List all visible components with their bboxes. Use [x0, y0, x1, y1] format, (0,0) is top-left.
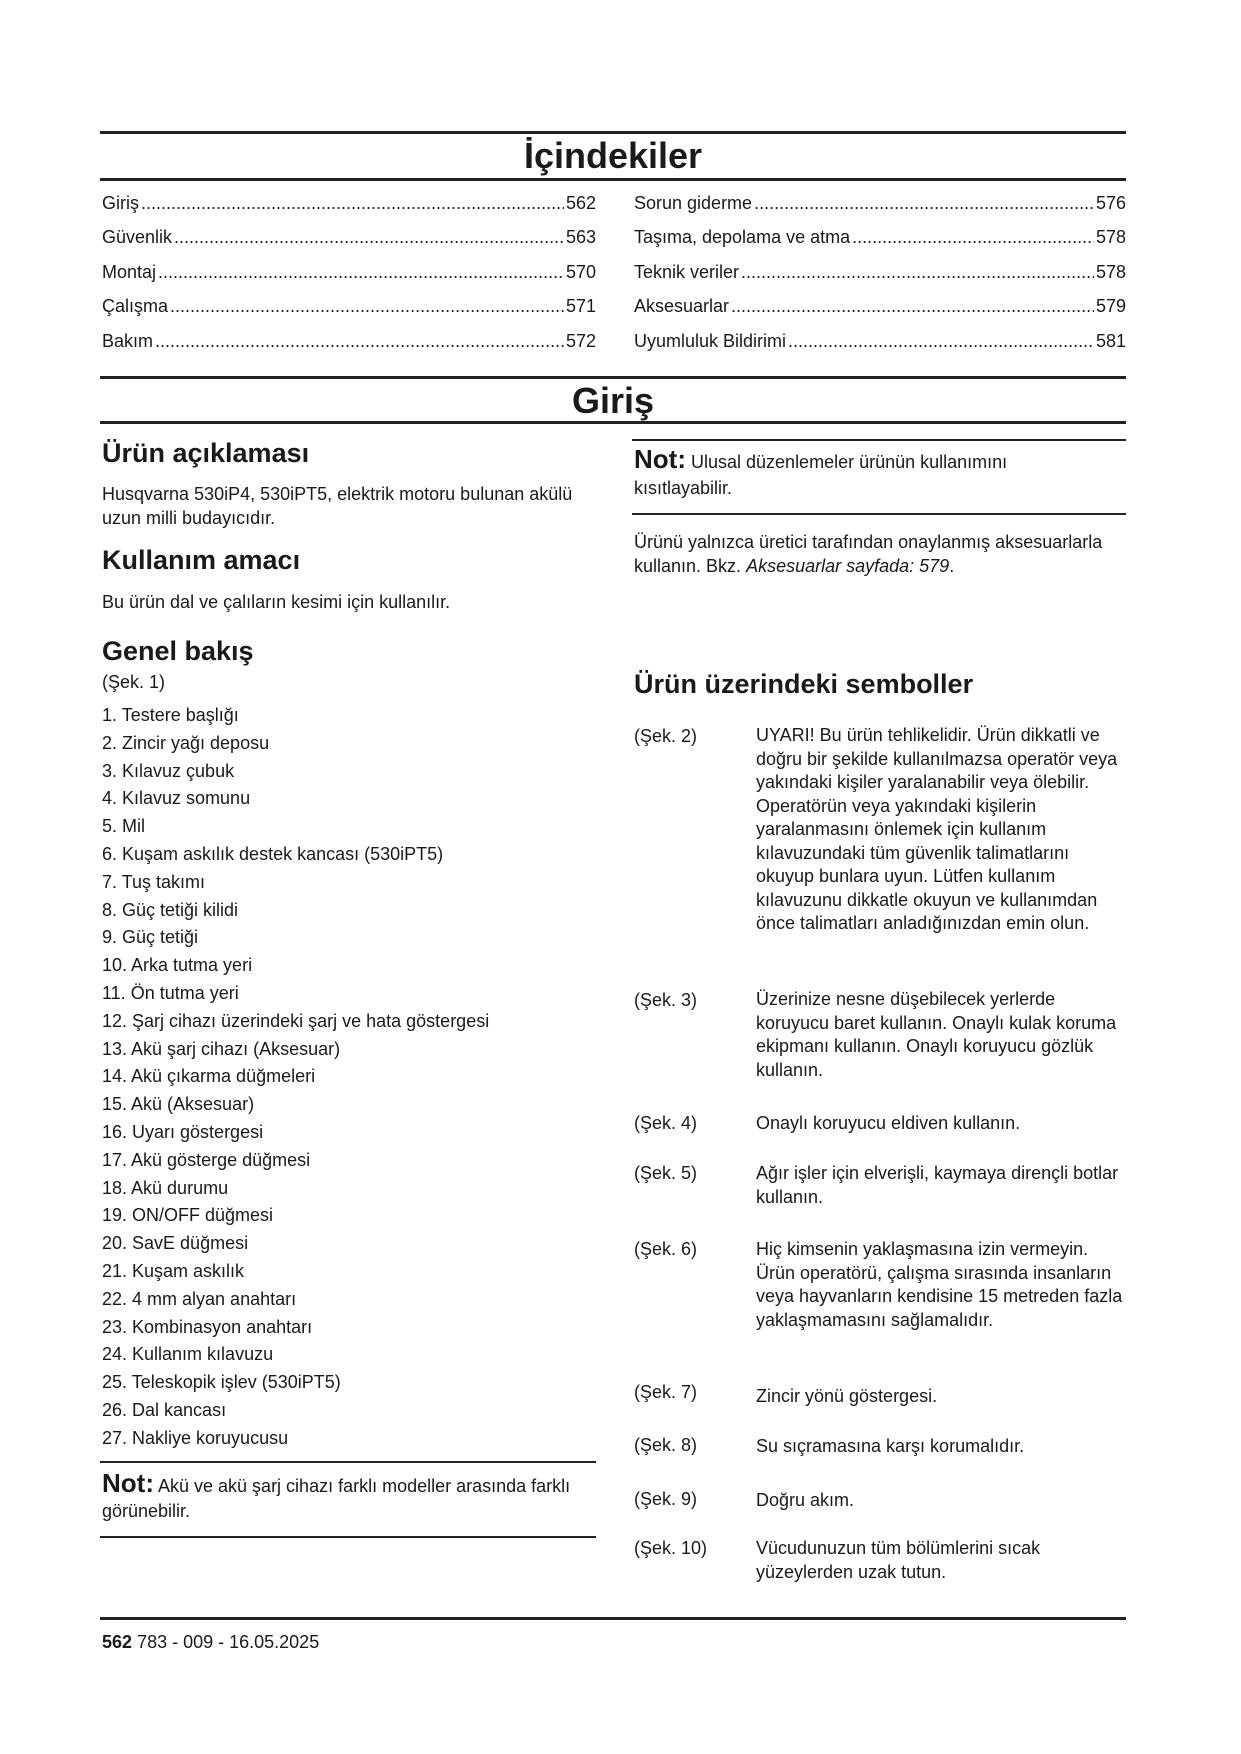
- list-item: 25. Teleskopik işlev (530iPT5): [102, 1372, 341, 1393]
- list-item: 27. Nakliye koruyucusu: [102, 1427, 289, 1448]
- symbol-text: Ağır işler için elverişli, kaymaya dirençli botlar kullanın.: [756, 1163, 1119, 1207]
- accessories-link[interactable]: Aksesuarlar sayfada: 579: [746, 556, 950, 576]
- symbol-text: Su sıçramasına karşı korumalıdır.: [756, 1436, 1025, 1456]
- list-item: 22. 4 mm alyan anahtarı: [102, 1288, 297, 1309]
- list-item: 20. SavE düğmesi: [102, 1233, 249, 1254]
- symbol-ref: (Şek. 9): [634, 1489, 698, 1509]
- footer: [102, 1632, 319, 1653]
- list-item: 26. Dal kancası: [102, 1399, 227, 1420]
- overview-note-bottom-rule: [100, 1536, 596, 1538]
- list-item: 17. Akü gösterge düğmesi: [102, 1149, 311, 1170]
- symbol-text: Üzerinize nesne düşebilecek yerlerde koruyucu baret kullanın. Onaylı kulak koruma ekipmanı kullanın. Onaylı koruyucu gözlük kullanın.: [756, 989, 1117, 1080]
- toc-entry[interactable]: Giriş ..... 562: [102, 193, 596, 214]
- toc-entry[interactable]: Taşıma, depolama ve atma ..... 578: [634, 227, 1126, 248]
- symbol-ref: (Şek. 7): [634, 1382, 698, 1402]
- note-label: Not:: [634, 444, 686, 474]
- list-item: 5. Mil: [102, 816, 146, 837]
- symbol-text: Vücudunuzun tüm bölümlerini sıcak yüzeylerden uzak tutun.: [756, 1538, 1041, 1582]
- list-item: 11. Ön tutma yeri: [102, 982, 239, 1003]
- toc-entry[interactable]: Teknik veriler ..... 578: [634, 262, 1126, 283]
- toc-entry[interactable]: Uyumluluk Bildirimi ..... 581: [634, 331, 1126, 352]
- symbol-ref: (Şek. 10): [634, 1538, 708, 1558]
- toc-entry[interactable]: Güvenlik ..... 563: [102, 227, 596, 248]
- list-item: 16. Uyarı göstergesi: [102, 1121, 264, 1142]
- symbol-ref: (Şek. 2): [634, 726, 698, 746]
- intended-use-text: Bu ürün dal ve çalıların kesimi için kullanılır.: [102, 592, 451, 612]
- toc-entry[interactable]: Aksesuarlar ..... 579: [634, 296, 1126, 317]
- footer-page-number: 562: [102, 1632, 133, 1652]
- symbol-text: UYARI! Bu ürün tehlikelidir. Ürün dikkatli ve doğru bir şekilde kullanılmazsa operatör veya yakındaki kişiler yaralanabilir veya ölebilir. Operatörün veya yakındaki kişilerin yaralanmasını önlemek için kullanım kılavuzundaki tüm güvenlik talimatlarını okuyup bunlara uyun. Lütfen kullanım kılavuzunu dikkatle okuyun ve kullanımdan önce talimatları anladığınızdan emin olun.: [756, 725, 1118, 933]
- symbols-heading: Ürün üzerindeki semboller: [634, 669, 974, 699]
- toc-top-rule: [100, 131, 1126, 134]
- list-item: 6. Kuşam askılık destek kancası (530iPT5): [102, 843, 444, 864]
- footer-rule: [100, 1617, 1126, 1620]
- toc-bottom-title-rule: [100, 178, 1126, 181]
- symbol-text: Doğru akım.: [756, 1490, 855, 1510]
- toc-entry[interactable]: Sorun giderme ..... 576: [634, 193, 1126, 214]
- list-item: 21. Kuşam askılık: [102, 1260, 245, 1281]
- toc-entry[interactable]: Bakım ..... 572: [102, 331, 596, 352]
- list-item: 4. Kılavuz somunu: [102, 788, 251, 809]
- list-item: 23. Kombinasyon anahtarı: [102, 1316, 313, 1337]
- list-item: 9. Güç tetiği: [102, 927, 199, 948]
- section-title: Giriş: [571, 380, 655, 421]
- list-item: 1. Testere başlığı: [102, 705, 239, 725]
- accessories-sentence: Ürünü yalnızca üretici tarafından onaylanmış aksesuarlarla kullanın. Bkz.: [634, 532, 1103, 576]
- list-item: 12. Şarj cihazı üzerindeki şarj ve hata göstergesi: [102, 1010, 490, 1031]
- symbol-text: Hiç kimsenin yaklaşmasına izin vermeyin. Ürün operatörü, çalışma sırasında insanların veya hayvanların kendisine 15 metreden fazla yaklaşmamasını sağlamalıdır.: [756, 1239, 1123, 1330]
- list-item: 7. Tuş takımı: [102, 871, 206, 892]
- product-description-heading: Ürün açıklaması: [102, 438, 310, 468]
- list-item: 14. Akü çıkarma düğmeleri: [102, 1066, 316, 1087]
- symbol-ref: (Şek. 3): [634, 990, 698, 1010]
- symbol-ref: (Şek. 8): [634, 1435, 698, 1455]
- right-note: [634, 446, 1094, 501]
- overview-parts-list: [102, 702, 489, 1453]
- overview-figure-ref: (Şek. 1): [102, 672, 166, 692]
- note-text: Ulusal düzenlemeler ürünün kullanımını kısıtlayabilir.: [634, 452, 1008, 498]
- overview-note: [102, 1468, 582, 1524]
- toc-entry[interactable]: Çalışma ..... 571: [102, 296, 596, 317]
- right-note-bottom-rule: [632, 513, 1126, 515]
- section-top-rule: [100, 376, 1126, 379]
- overview-note-top-rule: [100, 1461, 596, 1463]
- list-item: 18. Akü durumu: [102, 1177, 229, 1198]
- symbol-ref: (Şek. 4): [634, 1113, 698, 1133]
- list-item: 24. Kullanım kılavuzu: [102, 1344, 274, 1365]
- list-item: 3. Kılavuz çubuk: [102, 760, 235, 781]
- note-label: Not:: [102, 1468, 154, 1498]
- toc-entry[interactable]: Montaj ..... 570: [102, 262, 596, 283]
- symbol-text: Onaylı koruyucu eldiven kullanın.: [756, 1113, 1021, 1133]
- symbol-ref: (Şek. 5): [634, 1163, 698, 1183]
- product-description-text: Husqvarna 530iP4, 530iPT5, elektrik motoru bulunan akülü uzun milli budayıcıdır.: [102, 484, 573, 528]
- right-note-top-rule: [632, 439, 1126, 441]
- toc-title: İçindekiler: [523, 135, 703, 176]
- list-item: 19. ON/OFF düğmesi: [102, 1205, 274, 1226]
- symbol-ref: (Şek. 6): [634, 1239, 698, 1259]
- accessories-text: Ürünü yalnızca üretici tarafından onaylanmış aksesuarlarla kullanın. Bkz. Aksesuarlar sayfada: 579.: [634, 532, 1103, 576]
- list-item: 8. Güç tetiği kilidi: [102, 899, 239, 920]
- list-item: 10. Arka tutma yeri: [102, 955, 253, 976]
- note-text: Akü ve akü şarj cihazı farklı modeller arasında farklı görünebilir.: [102, 1476, 571, 1521]
- list-item: 15. Akü (Aksesuar): [102, 1094, 255, 1115]
- list-item: 2. Zincir yağı deposu: [102, 732, 270, 753]
- section-bottom-rule: [100, 421, 1126, 424]
- list-item: 13. Akü şarj cihazı (Aksesuar): [102, 1038, 341, 1059]
- symbol-text: Zincir yönü göstergesi.: [756, 1386, 938, 1406]
- overview-heading: Genel bakış: [102, 636, 254, 666]
- intended-use-heading: Kullanım amacı: [102, 545, 301, 575]
- footer-doc-info: 783 - 009 - 16.05.2025: [137, 1632, 320, 1652]
